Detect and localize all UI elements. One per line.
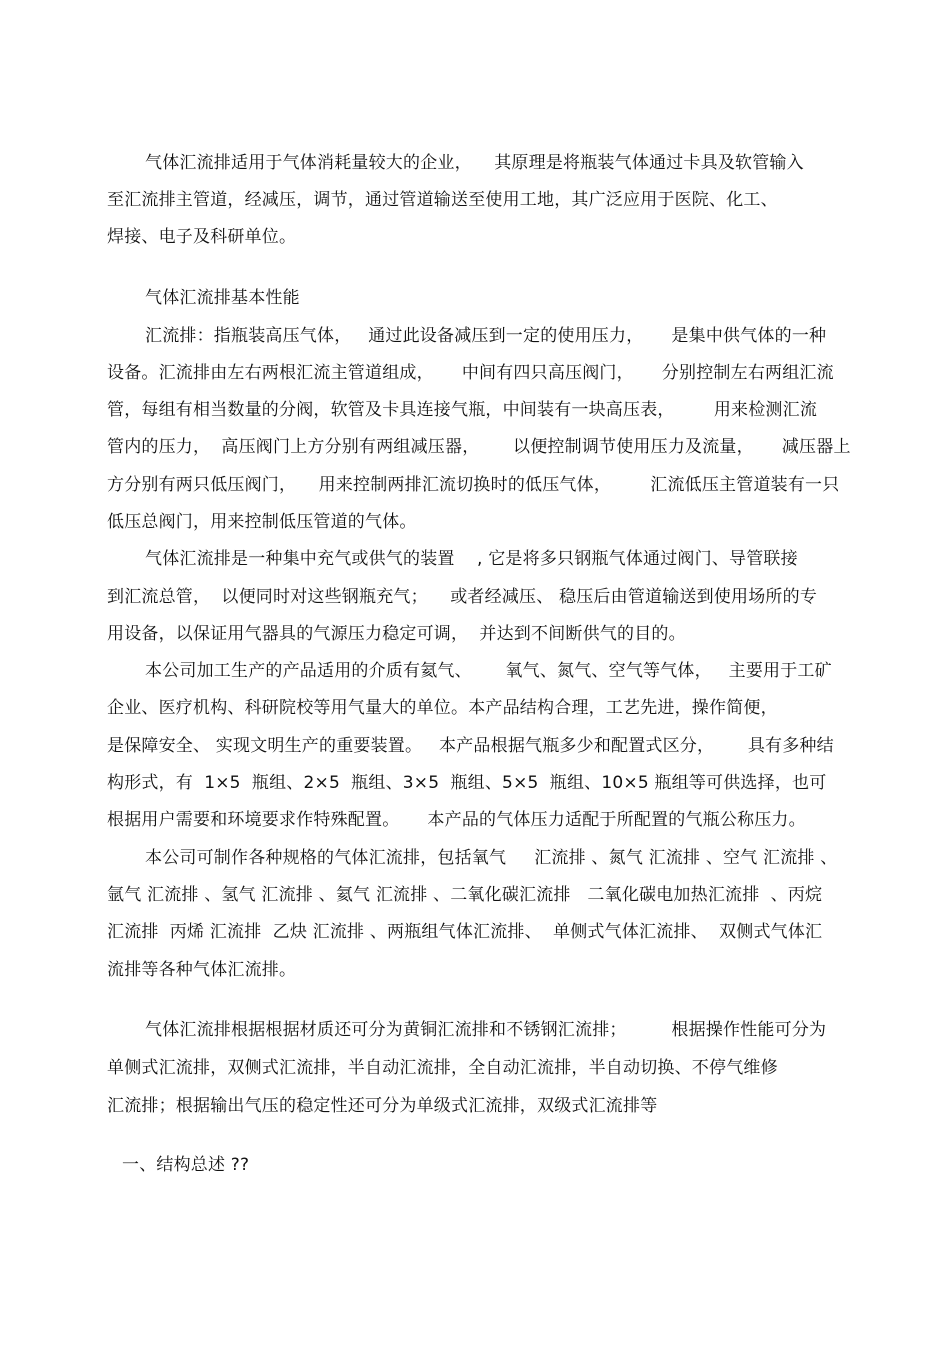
para4-line-1: 本公司加工生产的产品适用的介质有氦气、 氧气、氮气、空气等气体， 主要用于工矿 <box>145 661 832 681</box>
para5-line-1: 本公司可制作各种规格的气体汇流排，包括氧气 汇流排 、氮气 汇流排 、空气 汇流排 、 <box>145 848 838 868</box>
para6-line-3: 汇流排；根据输出气压的稳定性还可分为单级式汇流排，双级式汇流排等 <box>107 1096 658 1116</box>
para1-line-2: 至汇流排主管道，经减压，调节，通过管道输送至使用工地，其广泛应用于医院、化工、 <box>107 190 778 210</box>
performance-heading: 气体汇流排基本性能 <box>145 288 300 308</box>
para5-line-3: 汇流排 丙烯 汇流排 乙炔 汇流排 、两瓶组气体汇流排、 单侧式气体汇流排、 双侧式气体汇 <box>107 922 823 942</box>
para2-line-1: 汇流排：指瓶装高压气体， 通过此设备减压到一定的使用压力， 是集中供气体的一种 <box>145 326 827 346</box>
para4-line-3: 是保障安全、 实现文明生产的重要装置。 本产品根据气瓶多少和配置式区分， 具有多种结 <box>107 736 834 756</box>
para2-line-5: 方分别有两只低压阀门， 用来控制两排汇流切换时的低压气体， 汇流低压主管道装有一只 <box>107 475 840 495</box>
section-heading: 一、结构总述 ?? <box>122 1155 250 1175</box>
para6-line-2: 单侧式汇流排，双侧式汇流排，半自动汇流排，全自动汇流排，半自动切换、不停气维修 <box>107 1058 778 1078</box>
para4-line-4: 构形式，有 1×5 瓶组、2×5 瓶组、3×5 瓶组、5×5 瓶组、10×5 瓶组等可供选择，也可 <box>107 773 827 793</box>
para6-line-1: 气体汇流排根据根据材质还可分为黄铜汇流排和不锈钢汇流排； 根据操作性能可分为 <box>145 1020 827 1040</box>
para4-line-2: 企业、医疗机构、科研院校等用气量大的单位。本产品结构合理，工艺先进，操作简便， <box>107 698 778 718</box>
para2-line-4: 管内的压力， 高压阀门上方分别有两组减压器， 以便控制调节使用压力及流量， 减压器上 <box>107 437 851 457</box>
para1-line-1: 气体汇流排适用于气体消耗量较大的企业， 其原理是将瓶装气体通过卡具及软管输入 <box>145 153 804 173</box>
para2-line-3: 管，每组有相当数量的分阀，软管及卡具连接气瓶，中间装有一块高压表， 用来检测汇流 <box>107 400 818 420</box>
para3-line-2: 到汇流总管， 以便同时对这些钢瓶充气； 或者经减压、 稳压后由管道输送到使用场所的专 <box>107 587 818 607</box>
para5-line-2: 氩气 汇流排 、氢气 汇流排 、氦气 汇流排 、二氧化碳汇流排 二氧化碳电加热汇流排 、丙烷 <box>107 885 823 905</box>
para3-line-1: 气体汇流排是一种集中充气或供气的装置 , 它是将多只钢瓶气体通过阀门、导管联接 <box>145 549 798 569</box>
para4-line-5: 根据用户需要和环境要求作特殊配置。 本产品的气体压力适配于所配置的气瓶公称压力。 <box>107 810 806 830</box>
para1-line-3: 焊接、电子及科研单位。 <box>107 227 297 247</box>
para2-line-6: 低压总阀门，用来控制低压管道的气体。 <box>107 512 417 532</box>
para2-line-2: 设备。汇流排由左右两根汇流主管道组成， 中间有四只高压阀门， 分别控制左右两组汇流 <box>107 363 834 383</box>
para3-line-3: 用设备，以保证用气器具的气源压力稳定可调， 并达到不间断供气的目的。 <box>107 624 686 644</box>
para5-line-4: 流排等各种气体汇流排。 <box>107 960 297 980</box>
